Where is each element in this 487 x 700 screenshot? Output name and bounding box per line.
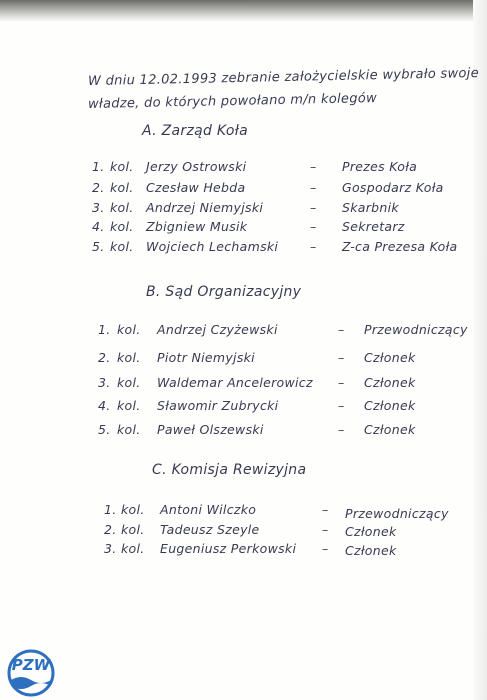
list-item-number: 1. (104, 502, 117, 517)
list-item-name: Andrzej Czyżewski (157, 322, 278, 337)
list-item-role: Członek (345, 524, 397, 539)
list-item-role: Członek (364, 422, 416, 437)
list-item-dash: – (338, 322, 345, 337)
section-c-title: C. Komisja Rewizyjna (152, 462, 307, 478)
list-item-dash: – (310, 180, 317, 195)
list-item-dash: – (338, 422, 345, 437)
list-item-name: Waldemar Ancelerowicz (157, 375, 313, 390)
list-item-name: Eugeniusz Perkowski (160, 541, 297, 556)
list-item-number: 2. (98, 350, 111, 365)
list-item-role: Członek (364, 350, 416, 365)
intro-line-1: W dniu 12.02.1993 zebranie założycielskie wybrało swoje (87, 65, 480, 90)
list-item-dash: – (310, 200, 317, 215)
list-item-role: Przewodniczący (345, 506, 449, 521)
list-item-dash: – (322, 502, 329, 517)
list-item-name: Jerzy Ostrowski (146, 159, 247, 174)
list-item-role: Członek (364, 398, 416, 413)
list-item-role: Członek (345, 543, 397, 558)
list-item-prefix: kol. (110, 180, 134, 195)
list-item-number: 3. (92, 200, 105, 215)
list-item-prefix: kol. (121, 522, 145, 537)
list-item-prefix: kol. (117, 322, 141, 337)
list-item-name: Andrzej Niemyjski (146, 200, 264, 215)
list-item-prefix: kol. (121, 502, 145, 517)
list-item-dash: – (322, 522, 329, 537)
list-item-role: Członek (364, 375, 416, 390)
logo-text: PZW (11, 656, 51, 674)
scan-edge-shadow (0, 0, 487, 22)
list-item-number: 1. (98, 322, 111, 337)
list-item-name: Tadeusz Szeyle (160, 522, 260, 537)
list-item-prefix: kol. (121, 541, 145, 556)
list-item-role: Prezes Koła (342, 159, 418, 174)
list-item-number: 5. (98, 422, 111, 437)
list-item-prefix: kol. (117, 350, 141, 365)
section-b-title: B. Sąd Organizacyjny (146, 284, 302, 300)
list-item-number: 3. (104, 541, 117, 556)
list-item-prefix: kol. (110, 239, 134, 254)
list-item-prefix: kol. (110, 219, 134, 234)
list-item-number: 2. (104, 522, 117, 537)
list-item-dash: – (338, 350, 345, 365)
list-item-number: 5. (92, 239, 105, 254)
list-item-dash: – (310, 239, 317, 254)
list-item-number: 4. (92, 219, 105, 234)
list-item-number: 1. (92, 159, 105, 174)
list-item-prefix: kol. (110, 200, 134, 215)
intro-line-2: władze, do których powołano m/n kolegów (87, 90, 378, 113)
list-item-dash: – (338, 398, 345, 413)
list-item-dash: – (338, 375, 345, 390)
list-item-name: Zbigniew Musik (146, 219, 248, 234)
list-item-name: Piotr Niemyjski (157, 350, 255, 365)
list-item-name: Paweł Olszewski (157, 422, 264, 437)
list-item-role: Sekretarz (342, 219, 405, 234)
list-item-role: Przewodniczący (364, 322, 468, 337)
list-item-number: 4. (98, 398, 111, 413)
section-a-title: A. Zarząd Koła (142, 123, 248, 139)
list-item-prefix: kol. (117, 398, 141, 413)
list-item-prefix: kol. (117, 375, 141, 390)
list-item-name: Antoni Wilczko (160, 502, 257, 517)
list-item-role: Gospodarz Koła (342, 180, 444, 195)
list-item-number: 3. (98, 375, 111, 390)
list-item-role: Z-ca Prezesa Koła (342, 239, 458, 254)
list-item-role: Skarbnik (342, 200, 399, 215)
list-item-dash: – (322, 541, 329, 556)
scan-edge-right (473, 0, 487, 700)
logo-wave (11, 677, 51, 689)
list-item-dash: – (310, 219, 317, 234)
list-item-dash: – (310, 159, 317, 174)
list-item-name: Wojciech Lechamski (146, 239, 279, 254)
list-item-prefix: kol. (110, 159, 134, 174)
pzw-logo (4, 644, 58, 698)
list-item-name: Czesław Hebda (146, 180, 246, 195)
list-item-number: 2. (92, 180, 105, 195)
list-item-name: Sławomir Zubrycki (157, 398, 279, 413)
list-item-prefix: kol. (117, 422, 141, 437)
